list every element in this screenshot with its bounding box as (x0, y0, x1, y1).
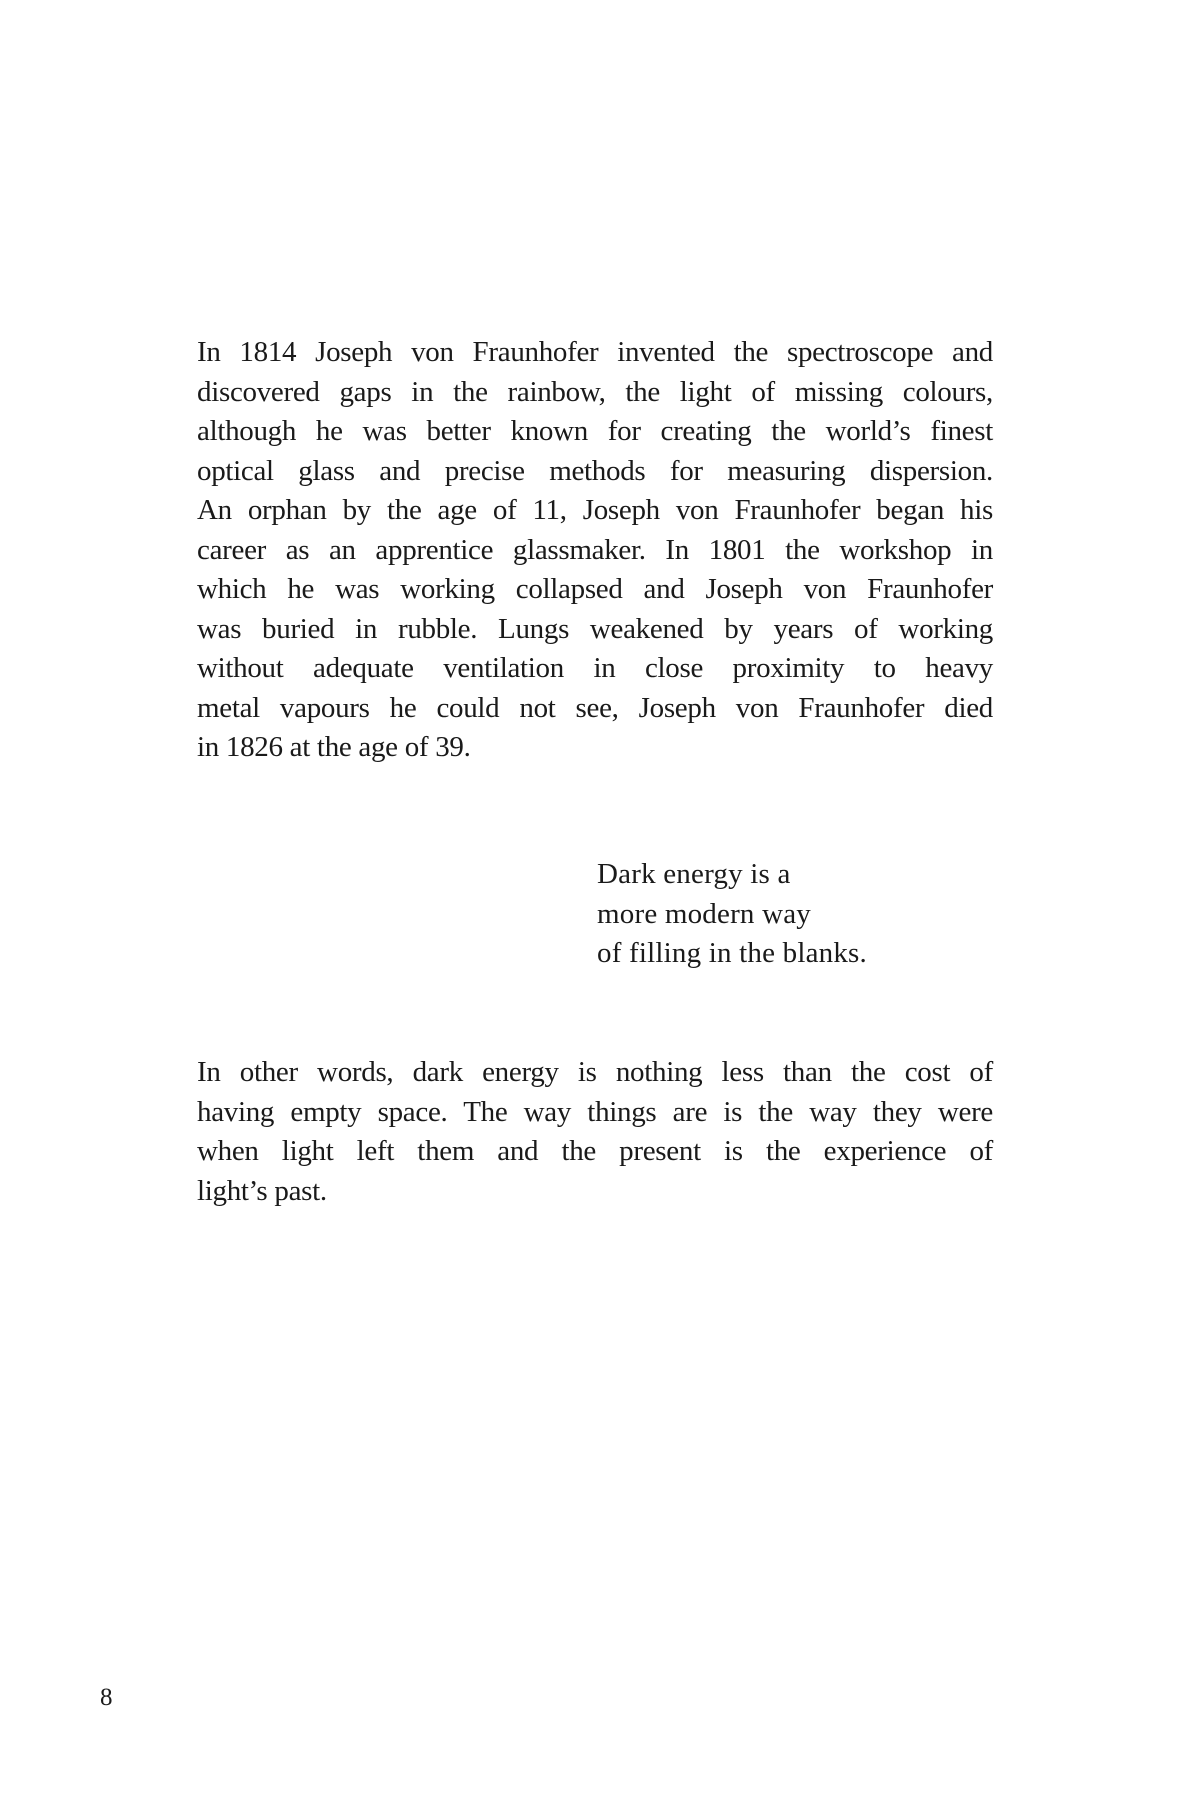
text-line: was buried in rubble. Lungs weakened by years of working (197, 612, 993, 645)
text-line: although he was better known for creating the world’s finest (197, 415, 993, 447)
text-line: when light left them and the present is the experience of (197, 1135, 993, 1167)
text-line: metal vapours he could not see, Joseph von Fraunhofer died (197, 691, 993, 724)
text-line: career as an apprentice glassmaker. In 1801 the workshop in (197, 533, 993, 566)
body-paragraph-dark-energy (197, 1053, 993, 1211)
text-line: in 1826 at the age of 39. (197, 731, 471, 763)
text-line: light’s past. (197, 1174, 327, 1207)
text-line: discovered gaps in the rainbow, the light of missing colours, (197, 375, 993, 408)
text-line: optical glass and precise methods for measuring dispersion. (197, 454, 993, 487)
text-line: having empty space. The way things are is the way they were (197, 1095, 993, 1128)
text-line: In other words, dark energy is nothing less than the cost of (197, 1056, 993, 1088)
quote-line: of filling in the blanks. (597, 937, 867, 969)
page-number: 8 (100, 1684, 113, 1711)
text-line: which he was working collapsed and Joseph von Fraunhofer (197, 573, 993, 605)
pull-quote (597, 855, 867, 974)
body-paragraph-fraunhofer (197, 333, 993, 768)
text-line: without adequate ventilation in close proximity to heavy (197, 652, 993, 684)
quote-line: Dark energy is a (597, 858, 791, 890)
quote-line: more modern way (597, 897, 811, 930)
text-line: In 1814 Joseph von Fraunhofer invented the spectroscope and (197, 336, 993, 368)
text-line: An orphan by the age of 11, Joseph von Fraunhofer began his (197, 494, 993, 526)
